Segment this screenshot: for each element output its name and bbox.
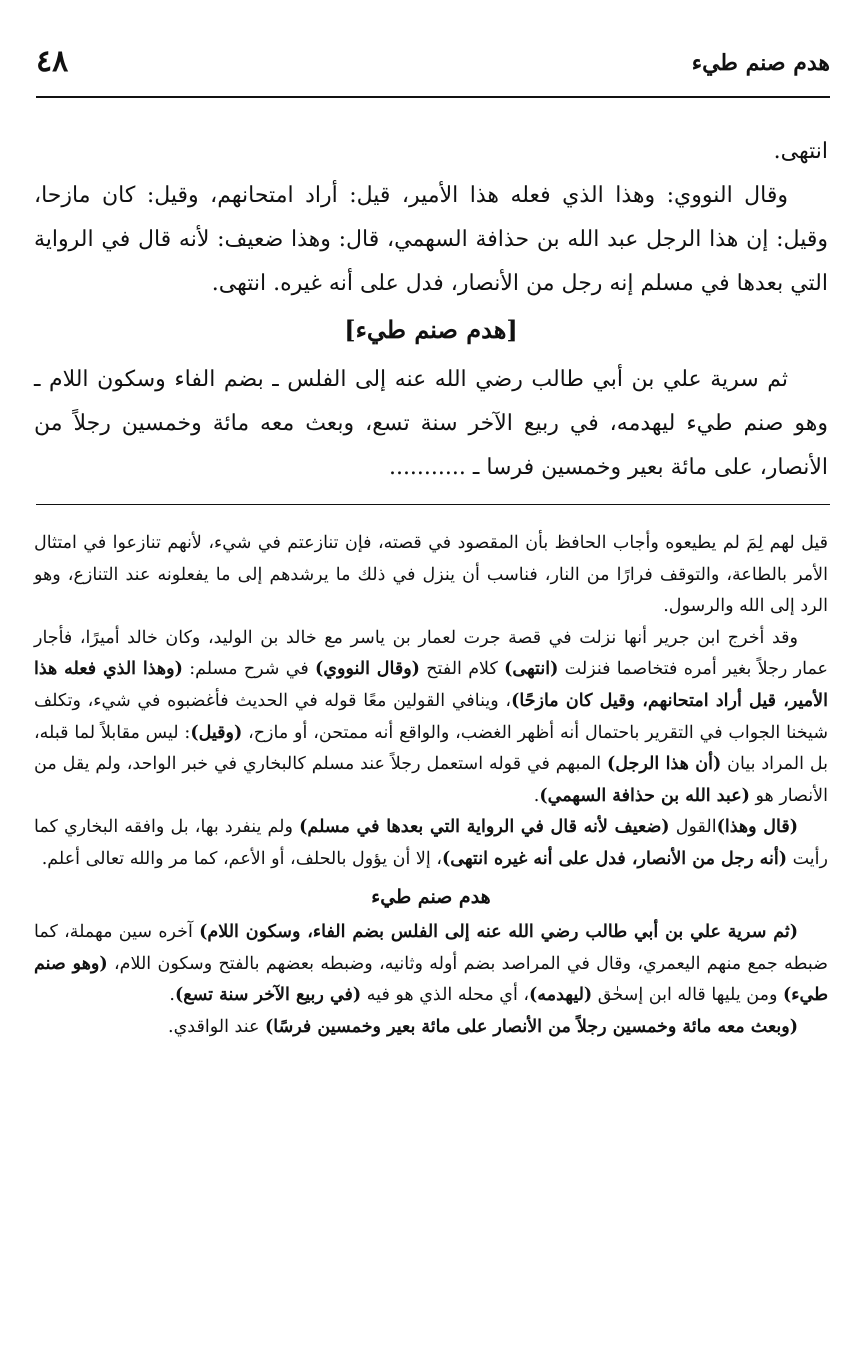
text-run: . [533, 785, 540, 806]
quoted-text: (أنه رجل من الأنصار، فدل على أنه غيره انتهى) [441, 848, 788, 869]
main-text [34, 130, 828, 490]
commentary-paragraph [34, 1012, 828, 1044]
page-header [36, 44, 830, 94]
text-run: ، إلا أن يؤول بالحلف، أو الأعم، كما مر والله تعالى أعلم. [41, 848, 442, 869]
quoted-text: (وقيل) [190, 722, 243, 743]
text-run: في شرح مسلم: [182, 659, 316, 680]
text-run: ولم ينفرد بها، بل وافقه البخاري كما رأيت [34, 817, 828, 869]
main-paragraph-text: ثم سرية علي بن أبي طالب رضي الله عنه إلى الفلس ـ بضم الفاء وسكون اللام ـ وهو صنم طيء ليهدمه، في ربيع الآخر سنة تسع، وبعث معه مائة وخمسين رجلاً من الأنصار، على مائة بعير وخمسين فرسا ـ [34, 367, 828, 480]
quoted-text: (ليهدمه) [529, 985, 593, 1006]
running-title: هدم صنم طيء [691, 50, 830, 76]
quoted-text: (وقال النووي) [315, 659, 420, 680]
page-number: ٤٨ [36, 44, 69, 79]
text-run: وقد أخرج ابن جرير أنها نزلت في قصة جرت لعمار بن ياسر مع خالد بن الوليد، وكان خالد أميرًا، فأجار عمار رجلاً بغير أمره فتخاصما فنزلت [34, 627, 828, 680]
text-run: المبهم في قوله استعمل رجلاً عند مسلم كالبخاري في خبر الواحد، ولم يقل من الأنصار هو [34, 754, 828, 806]
text-run: كلام الفتح [419, 659, 505, 680]
commentary-paragraph [34, 812, 828, 875]
text-run: ، وينافي القولين معًا قوله في الحديث فأغضبوه في شيء، وتكلف شيخنا الجواب في التقرير باحتمال أنه أظهر الغضب، والواقع أنه ممتحن، أو مازح، [34, 690, 828, 743]
quoted-text: (أن هذا الرجل) [606, 754, 722, 775]
text-run: ، أي محله الذي هو فيه [361, 985, 530, 1006]
footnote-separator [36, 504, 830, 505]
header-rule [36, 96, 830, 98]
commentary-section-title: هدم صنم طيء [371, 885, 491, 908]
quoted-text: (وبعث معه مائة وخمسين رجلاً من الأنصار على مائة بعير وخمسين فرسًا) [264, 1016, 798, 1037]
text-run: آخره سين مهملة، كما ضبطه جمع منهم اليعمري، وقال في المراصد بضم أوله وثانيه، وضبطه بعضهم بالفتح وسكون اللام، [34, 922, 828, 974]
quoted-text: (وهذا الذي فعله هذا الأمير، قيل أراد امتحانهم، وقيل كان مازحًا) [34, 659, 828, 711]
main-paragraph [34, 358, 828, 490]
text-run: ومن يليها قاله ابن إسحٰق [592, 985, 783, 1006]
text-run: عند الواقدي. [168, 1016, 265, 1037]
quoted-text: (عبد الله بن حذافة السهمي) [539, 785, 750, 806]
section-title: [هدم صنم طيء] [344, 315, 518, 344]
quoted-text: (قال وهذا) [716, 817, 798, 838]
quoted-text: (وهو صنم طيء) [34, 953, 828, 1006]
text-run: . [169, 985, 175, 1006]
quoted-text: (انتهى) [504, 659, 559, 680]
quoted-text: (ضعيف لأنه قال في الرواية التي بعدها في مسلم) [299, 817, 670, 838]
commentary-paragraph: قيل لهم لِمَ لم يطيعوه وأجاب الحافظ بأن المقصود في قصته، فإن تنازعتم في شيء، لأنهم تنازعوا في امتثال الأمر بالطاعة، والتوقف فرارًا من النار، فناسب أن ينزل في ذلك ما يرشدهم إلى ما يفعلونه عند التنازع، وهو الرد إلى الله والرسول. [34, 533, 828, 617]
text-run: : ليس مقابلاً لما قبله، بل المراد بيان [34, 722, 829, 775]
commentary-text [34, 528, 828, 1044]
intiha-line: انتهى. [773, 139, 828, 164]
main-paragraph: وقال النووي: وهذا الذي فعله هذا الأمير، قيل: أراد امتحانهم، وقيل: كان مازحا، وقيل: إن هذا الرجل عبد الله بن حذافة السهمي، قال: وهذا ضعيف: لأنه قال في الرواية التي بعدها في مسلم إنه رجل من الأنصار، فدل على أنه غيره. انتهى. [34, 183, 828, 296]
text-run: القول [669, 817, 717, 838]
quoted-text: (ثم سرية علي بن أبي طالب رضي الله عنه إلى الفلس بضم الفاء، وسكون اللام) [199, 922, 798, 943]
commentary-paragraph [34, 623, 828, 813]
ellipsis-dots: ........... [388, 455, 466, 480]
quoted-text: (في ربيع الآخر سنة تسع) [174, 985, 362, 1006]
commentary-paragraph [34, 917, 828, 1012]
